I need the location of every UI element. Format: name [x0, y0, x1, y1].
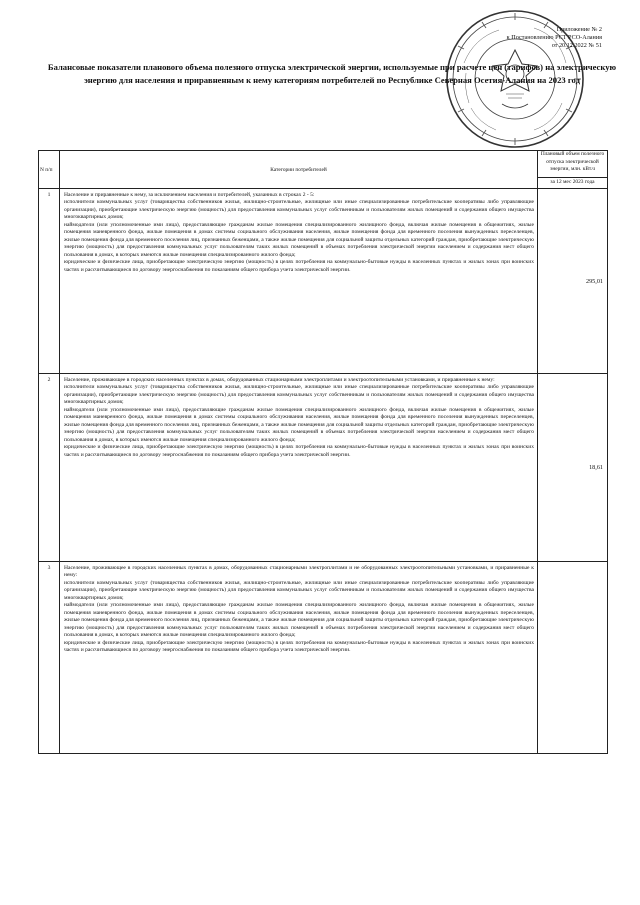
header-category: Категории потребителей — [60, 151, 538, 189]
header-period-label: за 12 мес 2023 года — [538, 177, 607, 187]
row-number: 1 — [39, 189, 60, 374]
header-volume — [538, 151, 608, 189]
balance-table — [38, 150, 608, 754]
category-description — [60, 562, 538, 754]
appendix-line: к Постановлению РСТ РСО-Алания — [506, 34, 602, 42]
appendix-line: от 20.12.2022 № 51 — [551, 42, 602, 50]
category-paragraph: наймодатели (или уполномоченные ими лица), предоставляющие гражданам жилые помещения специализированного жилищного фонда, включая жилые помещения в общежитиях, жилые помещения маневренного фонда, жилые помещения в домах системы социального обслуживания населения, жилые помещения фонда для временного поселения вынужденных переселенцев, жилые помещения фонда для временного поселения лиц, признанных беженцами, а также жилые помещения для социальной защиты отдельных категорий граждан, приобретающие электрическую энергию (мощность) для предоставления коммунальных услуг пользователям таких жилых помещений в объемах потребления электрической энергии населением и содержания мест общего пользования в домах, в которых имеются жилые помещения специализированного жилого фонда; — [64, 221, 534, 258]
category-paragraph: исполнители коммунальных услуг (товарищества собственников жилья, жилищно-строительные, жилищные или иные специализированные потребительские кооперативы либо управляющие организации), приобретающие электрическую энергию (мощность) для предоставления коммунальных услуг собственникам и пользователям жилых помещений и содержания общего имущества многоквартирных домов; — [64, 199, 534, 221]
table-row — [39, 374, 608, 562]
category-paragraph: Население, проживающее в городских населенных пунктах в домах, оборудованных стационарными электроплитами и электроотопительными установками, и приравненные к нему: — [64, 377, 495, 383]
category-description — [60, 374, 538, 562]
category-paragraph: наймодатели (или уполномоченные ими лица), предоставляющие гражданам жилые помещения специализированного жилищного фонда, включая жилые помещения в общежитиях, жилые помещения маневренного фонда, жилые помещения в домах системы социального обслуживания населения, жилые помещения фонда для временного поселения вынужденных переселенцев, жилые помещения фонда для временного поселения лиц, признанных беженцами, а также жилые помещения для социальной защиты отдельных категорий граждан, приобретающие электрическую энергию (мощность) для предоставления коммунальных услуг пользователям таких жилых помещений в объемах потребления электрической энергии населением и содержания мест общего пользования в домах, в которых имеются жилые помещения специализированного жилого фонда; — [64, 406, 534, 443]
appendix-line: Приложение № 2 — [556, 26, 602, 33]
header-num: N п/п — [39, 151, 60, 189]
category-description — [60, 189, 538, 374]
category-paragraph: наймодатели (или уполномоченные ими лица), предоставляющие гражданам жилые помещения специализированного жилищного фонда, включая жилые помещения в общежитиях, жилые помещения маневренного фонда, жилые помещения в домах системы социального обслуживания населения, жилые помещения фонда для временного поселения вынужденных переселенцев, жилые помещения фонда для временного поселения лиц, признанных беженцами, а также жилые помещения для социальной защиты отдельных категорий граждан, приобретающие электрическую энергию (мощность) для предоставления коммунальных услуг пользователям таких жилых помещений в объемах потребления электрической энергии населением и содержания мест общего пользования в домах, в которых имеются жилые помещения специализированного жилого фонда; — [64, 602, 534, 639]
category-paragraph: юридические и физические лица, приобретающие электрическую энергию (мощность) в целях потребления на коммунально-бытовые нужды в населенных пунктах и жилых зонах при воинских частях и рассчитывающиеся по договору энергоснабжения по показаниям общего прибора учета электрической энергии. — [64, 259, 534, 273]
category-paragraph: юридические и физические лица, приобретающие электрическую энергию (мощность) в целях потребления на коммунально-бытовые нужды в населенных пунктах и жилых зонах при воинских частях и рассчитывающиеся по договору энергоснабжения по показаниям общего прибора учета электрической энергии. — [64, 639, 534, 653]
category-paragraph: Население, проживающее в городских населенных пунктах в домах, оборудованных стационарными электроплитами и не оборудованных электроотопительными установками, и приравненные к нему: — [64, 565, 534, 579]
volume-value — [538, 562, 608, 754]
row-number: 2 — [39, 374, 60, 562]
document-title: Балансовые показатели планового объема полезного отпуска электрической энергии, используемые при расчете цен (тарифов) на электрическую энергию для населения и приравненным к нему категориям потребителей по Республике Северная Осетия-Алания на 2023 год — [47, 62, 617, 85]
category-paragraph: юридические и физические лица, приобретающие электрическую энергию (мощность) в целях потребления на коммунально-бытовые нужды в населенных пунктах и жилых зонах при воинских частях и рассчитывающиеся по договору энергоснабжения по показаниям общего прибора учета электрической энергии. — [64, 444, 534, 458]
header-volume-label: Плановый объем полезного отпуска электрической энергии, млн. кВт.ч — [540, 151, 605, 173]
category-paragraph: Население и приравненные к нему, за исключением населения и потребителей, указанных в строках 2 - 5: — [64, 192, 315, 198]
row-number: 3 — [39, 562, 60, 754]
table-header-row — [39, 151, 608, 189]
table-row — [39, 562, 608, 754]
category-paragraph: исполнители коммунальных услуг (товарищества собственников жилья, жилищно-строительные, жилищные или иные специализированные потребительские кооперативы либо управляющие организации), приобретающие электрическую энергию (мощность) для предоставления коммунальных услуг собственникам и пользователям жилых помещений и содержания общего имущества многоквартирных домов; — [64, 384, 534, 406]
table-row — [39, 189, 608, 374]
appendix-reference — [462, 26, 602, 51]
category-paragraph: исполнители коммунальных услуг (товарищества собственников жилья, жилищно-строительные, жилищные или иные специализированные потребительские кооперативы либо управляющие организации), приобретающие электрическую энергию (мощность) для предоставления коммунальных услуг собственникам и пользователям жилых помещений и содержания общего имущества многоквартирных домов; — [64, 579, 534, 601]
volume-value: 18,61 — [538, 374, 608, 562]
volume-value: 295,01 — [538, 189, 608, 374]
